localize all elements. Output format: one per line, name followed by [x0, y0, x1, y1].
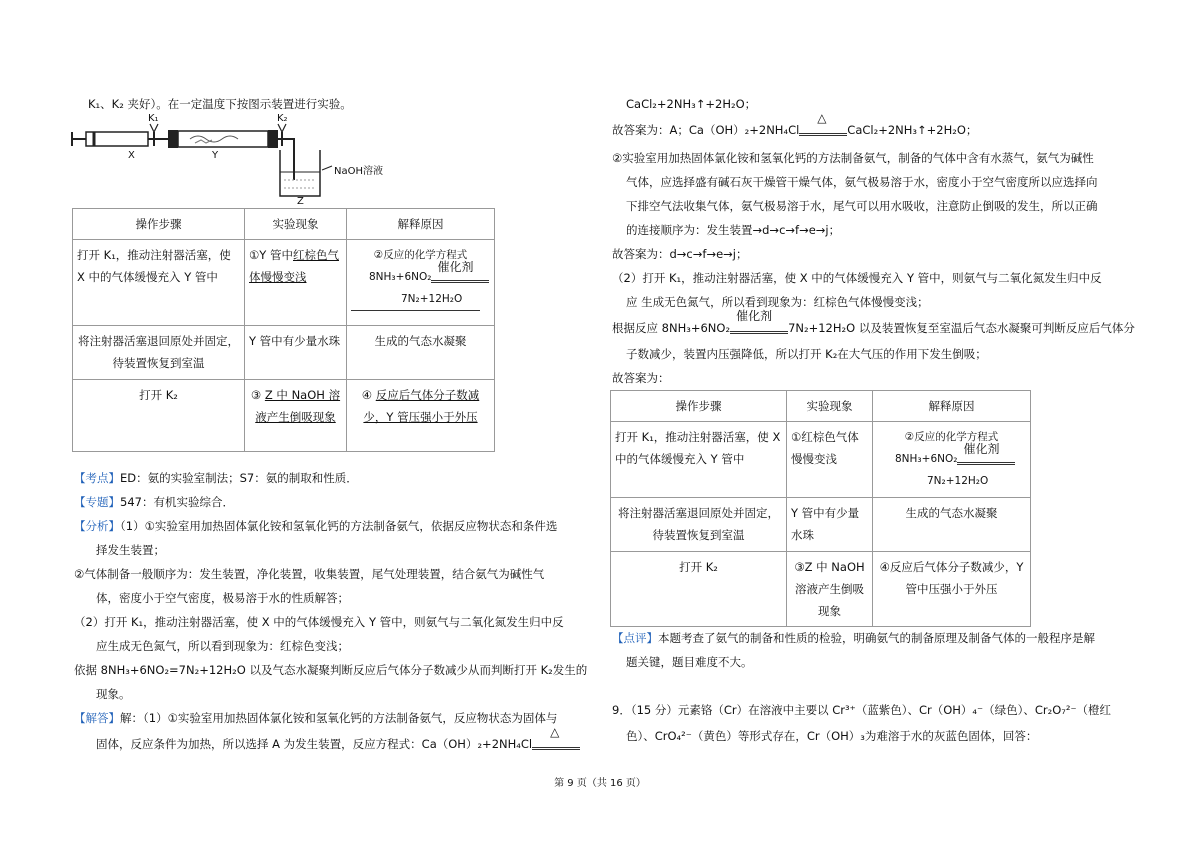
dianping-tag: 【点评】 [612, 631, 658, 645]
r-l3: ②实验室用加热固体氯化铵和氢氧化钙的方法制备氨气，制备的气体中含有水蒸气，氨气为碱性 [612, 151, 1094, 165]
r-r3c1: 打开 K₂ [611, 552, 787, 627]
l-r3c2 [245, 380, 347, 452]
r-l10 [612, 309, 1135, 336]
jieda-tag: 【解答】 [74, 711, 120, 725]
rth-step: 操作步骤 [611, 391, 787, 422]
l-r2c3: 生成的气态水凝聚 [347, 326, 495, 380]
kaodian-text: ED：氨的实验室制法；S7：氨的制取和性质． [120, 471, 358, 485]
jieda-line1b [96, 725, 580, 752]
r-r2c2: Y 管中有少量水珠 [787, 498, 873, 552]
r-l10-b: 7N₂+12H₂O 以及装置恢复至室温后气态水凝聚可判断反应后气体分 [788, 321, 1135, 335]
r-r1c2: ①红棕色气体慢慢变浅 [787, 422, 873, 498]
l-r3c3-answer: 反应后气体分子数减少，Y 管压强小于外压 [363, 388, 480, 424]
rth-phenomenon: 实验现象 [787, 391, 873, 422]
jieda-text1b: 固体，反应条件为加热，所以选择 A 为发生装置，反应方程式：Ca（OH）₂+2NH₄Cl [96, 737, 533, 751]
q9-line1: 9．（15 分）元素铬（Cr）在溶液中主要以 Cr³⁺（蓝紫色）、Cr（OH）₄⁻（绿色）、Cr₂O₇²⁻（橙红 [612, 703, 1112, 717]
label-naoh: NaOH溶液 [334, 166, 383, 177]
l-r1c1: 打开 K₁，推动注射器活塞，使 X 中的气体缓慢充入 Y 管中 [73, 240, 245, 326]
l-r3c1: 打开 K₂ [73, 380, 245, 452]
intro-line: K₁、K₂ 夹好）。在一定温度下按图示装置进行实验。 [88, 97, 352, 111]
clamp-k1 [150, 124, 158, 146]
r-r3c3: ④反应后气体分子数减少，Y 管中压强小于外压 [873, 552, 1031, 627]
fenxi-text1: （1）①实验室用加热固体氯化铵和氢氧化钙的方法制备氨气，依据反应物状态和条件选 [120, 519, 558, 533]
label-x: X [128, 150, 135, 161]
catalyst-label: 催化剂 [437, 259, 474, 274]
th-step: 操作步骤 [73, 209, 245, 240]
left-answer-table [72, 208, 495, 452]
kaodian-tag: 【考点】 [74, 471, 120, 485]
r-l7: 故答案为：d→c→f→e→j； [612, 247, 748, 261]
zhuanti-text: 547：有机实验综合． [120, 495, 234, 509]
r-l6: 的连接顺序为：发生装置→d→c→f→e→j； [626, 223, 841, 237]
jieda-line1 [74, 710, 557, 726]
th-phenomenon: 实验现象 [245, 209, 347, 240]
l-r1c2-prefix: ①Y 管中 [249, 248, 293, 262]
r-l8: （2）打开 K₁，推动注射器活塞，使 X 中的气体缓慢充入 Y 管中，则氨气与二氧化氮发生归中反 [612, 271, 1102, 285]
apparatus-diagram [70, 110, 400, 210]
rth-reason: 解释原因 [873, 391, 1031, 422]
zhuanti-tag: 【专题】 [74, 495, 120, 509]
l-r1c3-label: ②反应的化学方程式 [373, 249, 468, 261]
r-r2c1: 将注射器活塞退回原处并固定，待装置恢复到室温 [611, 498, 787, 552]
l-r3c2-answer: Z 中 NaOH 溶液产生倒吸现象 [255, 388, 341, 424]
right-answer-table [610, 390, 1031, 627]
r-l2-a: 故答案为：A；Ca（OH）₂+2NH₄Cl [612, 123, 800, 137]
zhuanti-line [74, 494, 234, 510]
r-l11: 子数减少，装置内压强降低，所以打开 K₂在大气压的作用下发生倒吸； [626, 347, 987, 361]
dianping-text1: 本题考查了氨气的制备和性质的检验，明确氨气的制备原理及制备气体的一般程序是解 [658, 631, 1095, 645]
label-z: Z [297, 196, 304, 207]
r-l5: 下排空气法收集气体，氨气极易溶于水，尾气可以用水吸收，注意防止倒吸的发生，所以正确 [626, 199, 1098, 213]
th-reason: 解释原因 [347, 209, 495, 240]
fenxi-line4b: 现象。 [96, 687, 131, 701]
r-l9: 应 生成无色氮气，所以看到现象为：红棕色气体慢慢变浅； [626, 295, 929, 309]
dianping-line2: 题关键，题目难度不大。 [626, 655, 753, 669]
r-catalyst-label: 催化剂 [736, 309, 773, 323]
r-l10-a: 根据反应 8NH₃+6NO₂ [612, 321, 731, 335]
label-y: Y [212, 150, 219, 161]
fenxi-tag: 【分析】 [74, 519, 120, 533]
dianping-line1 [612, 630, 1095, 646]
heat-symbol: △ [550, 725, 560, 739]
catalyst-arrow [431, 259, 489, 283]
r-l2-b: CaCl₂+2NH₃↑+2H₂O； [847, 123, 978, 137]
l-r1c2-answer: 红棕色气体慢慢变浅 [249, 248, 339, 284]
clamp-k2 [278, 124, 286, 146]
r-l1: CaCl₂+2NH₃↑+2H₂O； [626, 97, 757, 111]
label-k2: K₂ [277, 113, 288, 124]
label-k1: K₁ [148, 113, 159, 124]
r-r1c3 [873, 422, 1031, 498]
r-r3c2: ③Z 中 NaOH 溶液产生倒吸现象 [787, 552, 873, 627]
r-r1c1: 打开 K₁，推动注射器活塞，使 X 中的气体缓慢充入 Y 管中 [611, 422, 787, 498]
fenxi-line1 [74, 518, 557, 534]
l-r1c3-products: 7N₂+12H₂O [351, 288, 480, 311]
fenxi-line2: ②气体制备一般顺序为：发生装置，净化装置，收集装置，尾气处理装置，结合氨气为碱性气 [74, 567, 545, 581]
r-l4: 气体，应选择盛有碱石灰干燥管干燥气体，氨气极易溶于水，密度小于空气密度所以应选择向 [626, 175, 1098, 189]
l-r3c3-num: ④ [361, 388, 373, 402]
page-footer: 第 9 页（共 16 页） [554, 778, 646, 789]
r-catalyst-label2: 催化剂 [963, 441, 1000, 456]
jieda-text1: 解：（1）①实验室用加热固体氯化铵和氢氧化钙的方法制备氨气，反应物状态为固体与 [120, 711, 558, 725]
l-r3c3 [347, 380, 495, 452]
l-r1c3-reactants: 8NH₃+6NO₂ [369, 271, 432, 283]
tube-y [168, 130, 278, 148]
beaker-z [280, 150, 332, 196]
r-r1c3-reactants: 8NH₃+6NO₂ [895, 453, 958, 465]
fenxi-line3b: 应生成无色氮气，所以看到现象为：红棕色变浅； [96, 639, 349, 653]
fenxi-line1b: 择发生装置； [96, 543, 165, 557]
l-r2c2: Y 管中有少量水珠 [245, 326, 347, 380]
l-r2c1: 将注射器活塞退回原处并固定，待装置恢复到室温 [73, 326, 245, 380]
l-r1c2 [245, 240, 347, 326]
fenxi-line4: 依据 8NH₃+6NO₂=7N₂+12H₂O 以及气态水凝聚判断反应后气体分子数减少从而判断打开 K₂发生的 [74, 663, 588, 677]
l-r3c2-num: ③ [250, 388, 262, 402]
fenxi-line2b: 体，密度小于空气密度，极易溶于水的性质解答； [96, 591, 349, 605]
r-catalyst-arrow [957, 441, 1015, 465]
r-l2 [612, 111, 978, 138]
r-l12: 故答案为： [612, 371, 670, 385]
l-r1c3 [347, 240, 495, 326]
q9-line2: 色）、CrO₄²⁻（黄色）等形式存在，Cr（OH）₃为难溶于水的灰蓝色固体，回答： [626, 729, 1038, 743]
syringe-x [72, 132, 154, 146]
r-r1c3-products: 7N₂+12H₂O [927, 475, 989, 487]
r-r2c3: 生成的气态水凝聚 [873, 498, 1031, 552]
r-heat-symbol: △ [817, 111, 827, 125]
kaodian-line [74, 470, 358, 486]
fenxi-line3: （2）打开 K₁，推动注射器活塞，使 X 中的气体缓慢充入 Y 管中，则氨气与二氧化氮发生归中反 [74, 615, 564, 629]
r-r1c3-label: ②反应的化学方程式 [904, 431, 999, 443]
